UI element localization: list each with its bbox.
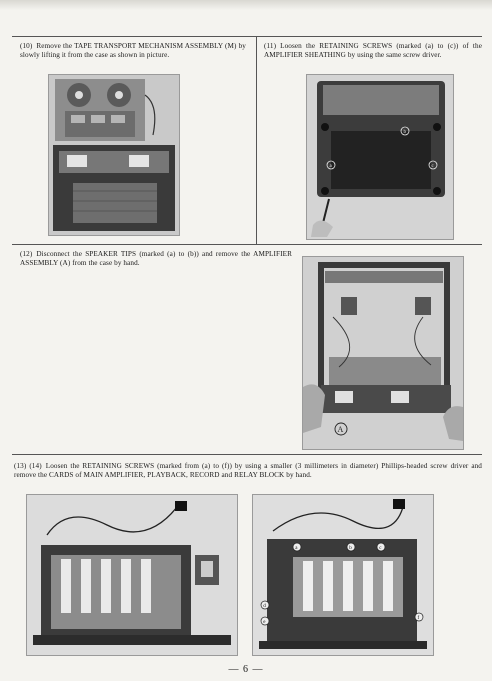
amplifier-case-illustration — [307, 75, 453, 239]
step-13-14-number: (13) (14) — [14, 462, 42, 470]
divider-top — [12, 36, 482, 37]
step-11 — [264, 42, 482, 60]
step-13-14-text: Loosen the RETAINING SCREWS (marked from (a) to (f)) by using a smaller (3 millimeters in diameter) Phillips-headed screw driver and remove the CARDS of MAIN AMPLIFIER, PLAYBACK, RECORD and RELAY BLOCK by hand. — [14, 462, 482, 479]
step-10-number: (10) — [20, 42, 33, 50]
top-edge-shadow — [0, 0, 492, 10]
step-12 — [20, 250, 292, 268]
step-13-14 — [14, 462, 482, 480]
label-a: a — [295, 546, 298, 551]
step-11-number: (11) — [264, 42, 277, 50]
photo-tape-transport-removal — [48, 74, 180, 236]
amplifier-assembly-illustration — [303, 257, 463, 449]
label-a: a — [329, 164, 332, 169]
label-d: d — [263, 604, 266, 609]
step-12-text: Disconnect the SPEAKER TIPS (marked (a) to (b)) and remove the AMPLIFIER ASSEMBLY (A) from the case by hand. — [20, 250, 292, 267]
label-b: b — [403, 130, 406, 135]
divider-vertical — [256, 36, 257, 244]
step-10-text: Remove the TAPE TRANSPORT MECHANISM ASSEMBLY (M) by slowly lifting it from the case as shown in picture. — [20, 42, 246, 59]
label-f: f — [417, 616, 420, 621]
photo-amplifier-sheathing-screws — [306, 74, 454, 240]
label-b: b — [349, 546, 352, 551]
label-c: c — [431, 164, 434, 169]
chassis-illustration-right — [253, 495, 433, 655]
label-e: e — [263, 620, 266, 625]
tape-deck-illustration — [49, 75, 179, 235]
photo-chassis-screw-positions — [252, 494, 434, 656]
step-10 — [20, 42, 246, 60]
step-12-number: (12) — [20, 250, 33, 258]
divider-middle — [12, 244, 482, 245]
label-c: c — [379, 546, 382, 551]
photo-amplifier-assembly-removal — [302, 256, 464, 450]
chassis-illustration-left — [27, 495, 237, 655]
label-A: A — [337, 425, 344, 434]
page-number: — 6 — — [228, 664, 264, 675]
photo-chassis-cards-removed — [26, 494, 238, 656]
step-11-text: Loosen the RETAINING SCREWS (marked (a) to (c)) of the AMPLIFIER SHEATHING by using the same screw driver. — [264, 42, 482, 59]
divider-lower — [12, 454, 482, 455]
